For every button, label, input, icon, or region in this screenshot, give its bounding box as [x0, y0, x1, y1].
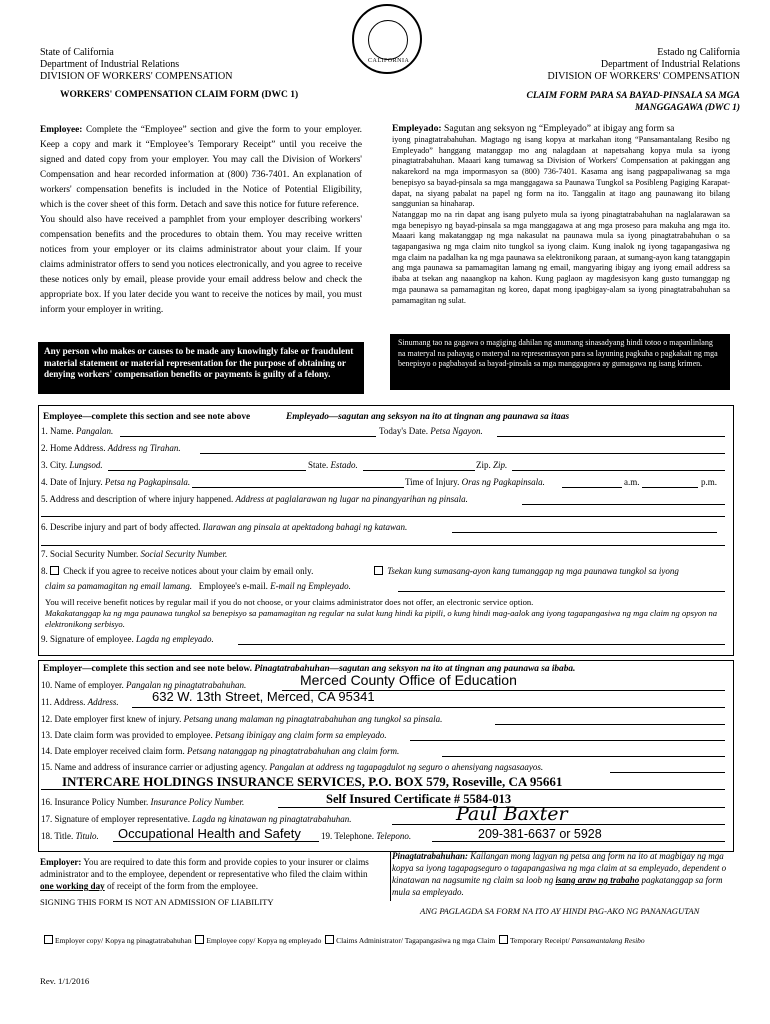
employer-note-tl: Pinagtatrabahuhan: Kailangan mong lagyan ng petsa ang form na ito at magbigay ng mga kopya sa iyong tagapagseguro o tagapangasiwa ng mga claim at sa empleyado, dependent o kinatawan na nagsumite ng claim sa loob ng isang araw ng trabaho pagkatanggap sa form mula sa empleyado.: [392, 851, 727, 897]
field-title-input[interactable]: [113, 841, 319, 842]
field-injury-input[interactable]: [452, 532, 717, 533]
phone-value: 209-381-6637 or 5928: [478, 827, 602, 841]
field-toi-am-input[interactable]: [562, 487, 622, 488]
field-phone-label: 19. Telephone. Telepono.: [321, 831, 412, 841]
seal-inner: [368, 20, 408, 60]
field-provided-label: 13. Date claim form was provided to employee. Petsang ibinigay ang claim form sa empleyado.: [41, 730, 387, 740]
field-name-label: 1. Name. Pangalan.: [41, 426, 114, 436]
header-right: [548, 47, 740, 83]
field-today-label: Today's Date. Petsa Ngayon.: [379, 426, 483, 436]
field-address-label: 2. Home Address. Address ng Tirahan.: [41, 443, 181, 453]
field-title-label: 18. Title. Titulo.: [41, 831, 99, 841]
seal-label: CALIFORNIA: [368, 58, 410, 64]
header-right-line: Department of Industrial Relations: [600, 59, 740, 70]
employer-heading: Employer—complete this section and see note below. Pinagtatrabahuhan—sagutan ang seksyon na ito at tingnan ang paunawa sa ibaba.: [43, 664, 576, 674]
field-knew-label: 12. Date employer first knew of injury. Petsang unang malaman ng pinagtatrabahuhan ang tungkol sa pinsala.: [41, 714, 443, 724]
field-today-input[interactable]: [497, 436, 725, 437]
insurer-value: INTERCARE HOLDINGS INSURANCE SERVICES, P.O. BOX 579, Roseville, CA 95661: [62, 774, 563, 789]
email-consent-checkbox[interactable]: [50, 566, 59, 575]
rep-signature: Paul Baxter: [456, 803, 568, 825]
field-emp-sig-label: 9. Signature of employee. Lagda ng empleyado.: [41, 634, 214, 644]
employee-heading-tl: Empleyado—sagutan ang seksyon na ito at tingnan ang paunawa sa itaas: [286, 412, 570, 422]
copy-distribution: Employer copy/ Kopya ng pinagtatrabahuhan Employee copy/ Kopya ng empleyado Claims Administrator/ Tagapangasiwa ng mga Claim Temporary Receipt/ Pansamantalang Resibo: [44, 935, 645, 945]
field-rep-sig-label: 17. Signature of employer representative. Lagda ng kinatawan ng pinagtatrabahuhan.: [41, 814, 352, 824]
email-note-tl: Makakatanggap ka ng mga paunawa tungkol sa benepisyo sa pamamagitan ng regular na sulat kung hindi ka pipili, o kung hindi mag-aalok ang iyong tagapangasiwa ng mga claim ng opsyon na elektronikong serbisyo.: [45, 608, 718, 629]
form-title-tl-2: MANGGAGAWA (DWC 1): [634, 103, 740, 113]
employee-heading-en: Employee—complete this section and see note above: [43, 412, 251, 422]
field-knew-input[interactable]: [495, 724, 725, 725]
copy-employer-checkbox[interactable]: [44, 935, 53, 944]
title-value: Occupational Health and Safety: [118, 826, 301, 841]
intro-tl-lead-line: [392, 123, 730, 135]
employer-address-value: 632 W. 13th Street, Merced, CA 95341: [152, 689, 375, 704]
header-left-line: State of California: [40, 47, 114, 58]
field-insurer-label: 15. Name and address of insurance carrier or adjusting agency. Pangalan at address ng tagapagdulot ng seguro o ahensiyang nagsasaayos.: [41, 762, 544, 772]
footer-divider: [390, 851, 391, 901]
field-email-consent-en: 8. Check if you agree to receive notices about your claim by email only.: [41, 566, 314, 576]
field-where-input[interactable]: [522, 504, 725, 505]
header-left: [40, 47, 232, 83]
intro-tl-p1: iyong pinagtatrabahuhan. Magtago ng isang kopya at markahan itong “Pansamantalang Resibo ng Empleyado” hanggang matanggap mo ang nalagdaan at napetsahang kopya mula sa iyong pinagtatrabahuhan. Maaari kang tumawag sa Division of Workers' Compensation at pakinggan ang nakarekord na mga impormasyon sa (800) 736-7401. Kasama ang isang pagpapaliwanag sa mga benepisyo sa bayad-pinsala sa mga manggagawa sa Paunawa Tungkol sa Posibleng Pagiging Karapat-dapat, na siyang pabalat na papel ng form na ito. Tanggalin at itago ang paunawang ito bilang sanggunian sa hinaharap.: [392, 135, 730, 209]
field-toi-label: Time of Injury. Oras ng Pagkapinsala.: [405, 477, 545, 487]
field-doi-label: 4. Date of Injury. Petsa ng Pagkapinsala.: [41, 477, 191, 487]
field-zip-input[interactable]: [512, 470, 725, 471]
signing-en: SIGNING THIS FORM IS NOT AN ADMISSION OF LIABILITY: [40, 897, 274, 907]
email-consent-checkbox-tl[interactable]: [374, 566, 383, 575]
copy-temp-receipt-checkbox[interactable]: [499, 935, 508, 944]
field-provided-input[interactable]: [410, 740, 725, 741]
intro-tl: [392, 123, 730, 306]
intro-en-p1: Complete the “Employee” section and give the form to your employer. Keep a copy and mark it “Employee’s Temporary Receipt” until you receive the signed and dated copy from your employer. You may call the Division of Workers' Compensation and hear recorded information at (800) 736-7401. An explanation of workers' compensation benefits is included in the Notice of Potential Eligibility, which is the cover sheet of this form. Detach and save this notice for future reference.: [40, 125, 363, 210]
field-employer-address-label: 11. Address. Address.: [41, 697, 119, 707]
field-toi-pm-input[interactable]: [642, 487, 698, 488]
intro-en: [40, 123, 362, 318]
field-doi-input[interactable]: [192, 487, 404, 488]
form-title-tl: [527, 90, 740, 114]
intro-en-p2: You should also have received a pamphlet from your employer describing workers' compensation benefits and the procedures to obtain them. You may receive written notices from your employer or its claims administrator about your claim. If your claims administrator offers to send you notices electronically, and you agree to receive these notices only by email, please provide your email address below and check the appropriate box. If you later decide you want to receive the notices by mail, you must inform your employer in writing.: [40, 215, 362, 315]
field-received-label: 14. Date employer received claim form. Petsang natanggap ng pinagtatrabahuhan ang claim form.: [41, 746, 400, 756]
field-state-input[interactable]: [363, 470, 475, 471]
field-emp-sig-input[interactable]: [238, 644, 725, 645]
header-right-line: Estado ng California: [657, 47, 740, 58]
intro-en-lead: Employee:: [40, 125, 83, 135]
field-where-label: 5. Address and description of where injury happened. Address at paglalarawan ng lugar na pinangyarihan ng pinsala.: [41, 494, 468, 504]
field-where-input-2[interactable]: [41, 516, 725, 517]
field-zip-label: Zip. Zip.: [476, 460, 508, 470]
signing-tl: ANG PAGLAGDA SA FORM NA ITO AY HINDI PAG-AKO NG PANANAGUTAN: [420, 906, 700, 916]
field-policy-label: 16. Insurance Policy Number. Insurance Policy Number.: [41, 797, 245, 807]
fraud-warning-tl: Sinumang tao na gagawa o magiging dahilan ng anumang sinasadyang hindi totoo o mapanlinlang na materyal na pahayag o materyal na representasyon para sa layuning pagkuha o pagkakait ng mga benepisyo o pagbabayad sa bayad-pinsala sa mga manggagawa ay gumagawa ng isang krimen.: [390, 334, 730, 390]
field-phone-input[interactable]: [432, 841, 725, 842]
state-seal-icon: [352, 4, 422, 74]
field-email-label: claim sa pamamagitan ng email lamang. Employee's e-mail. E-mail ng Empleyado.: [45, 581, 351, 591]
form-title-tl-1: CLAIM FORM PARA SA BAYAD-PINSALA SA MGA: [526, 91, 740, 101]
pm-label: p.m.: [701, 477, 718, 487]
intro-tl-lead: Empleyado:: [392, 123, 442, 134]
field-insurer-input[interactable]: [610, 772, 725, 773]
header-left-line: Department of Industrial Relations: [40, 59, 180, 70]
form-title-en: WORKERS' COMPENSATION CLAIM FORM (DWC 1): [60, 90, 299, 100]
fraud-warning-en: Any person who makes or causes to be made any knowingly false or fraudulent material statement or material representation for the purpose of obtaining or denying workers' compensation benefits or payments is guilty of a felony.: [38, 342, 364, 394]
field-address-input[interactable]: [200, 453, 725, 454]
copy-claims-admin-checkbox[interactable]: [325, 935, 334, 944]
copy-employee-checkbox[interactable]: [195, 935, 204, 944]
am-label: a.m.: [624, 477, 640, 487]
field-email-input[interactable]: [398, 591, 725, 592]
revision-date: Rev. 1/1/2016: [40, 976, 90, 986]
field-injury-label: 6. Describe injury and part of body affected. Ilarawan ang pinsala at apektadong bahagi ng katawan.: [41, 522, 408, 532]
field-employer-name-label: 10. Name of employer. Pangalan ng pinagtatrabahuhan.: [41, 680, 247, 690]
field-city-input[interactable]: [108, 470, 306, 471]
employer-name-value: Merced County Office of Education: [300, 672, 517, 688]
header-left-line: DIVISION OF WORKERS' COMPENSATION: [40, 71, 233, 82]
policy-value: Self Insured Certificate # 5584-013: [326, 792, 512, 806]
field-employer-address-input[interactable]: [132, 707, 725, 708]
field-name-input[interactable]: [120, 436, 376, 437]
field-email-consent-tl: Tsekan kung sumasang-ayon kang tumanggap ng mga paunawa tungkol sa iyong: [374, 566, 679, 577]
field-city-label: 3. City. Lungsod.: [41, 460, 103, 470]
header-right-line: DIVISION OF WORKERS' COMPENSATION: [547, 71, 740, 82]
field-state-label: State. Estado.: [308, 460, 358, 470]
field-injury-input-2[interactable]: [41, 545, 725, 546]
employer-note-en: Employer: You are required to date this form and provide copies to your insurer or claims administrator and to the employee, dependent or representative who filed the claim within one working day of receipt of the form from the employee.: [40, 857, 369, 891]
field-received-input[interactable]: [442, 756, 725, 757]
email-note-en: You will receive benefit notices by regular mail if you do not choose, or your claims administrator does not offer, an electronic service option.: [45, 597, 534, 607]
intro-tl-p2: Natanggap mo na rin dapat ang isang pulyeto mula sa iyong pinagtatrabahuhan na naglalarawan sa mga benepisyo ng bayad-pinsala sa mga manggagawa at ang mga proseso para makuha ang mga ito. Maaari kang makatanggap ng mga nakasulat na paunawa mula sa iyong pinagtatrabahuhan o sa tagapangasiwa ng mga claim nito tungkol sa iyong claim. Kung inalok ng iyong tagapangasiwa ng mga claim na padalhan ka ng mga paunawa sa elektronikong paraan, at sumang-ayon kang tatanggapin ang mga paunawa sa pamamagitan lamang ng email, mangyaring ibigay ang iyong email address sa ibaba at tsekan ang naaangkop na kahon. Kung paglaon ay magdesisyon kang gusto tumanggap ng mga paunawa sa pamamagitan ng koreo, dapat mong ipagbigay-alam sa iyong pinagtatrabahuhan sa pamamagitan ng sulat.: [392, 209, 730, 305]
intro-tl-lead-rest: Sagutan ang seksyon ng “Empleyado” at ibigay ang form sa: [443, 123, 675, 134]
field-ssn-label: 7. Social Security Number. Social Security Number.: [41, 549, 228, 559]
